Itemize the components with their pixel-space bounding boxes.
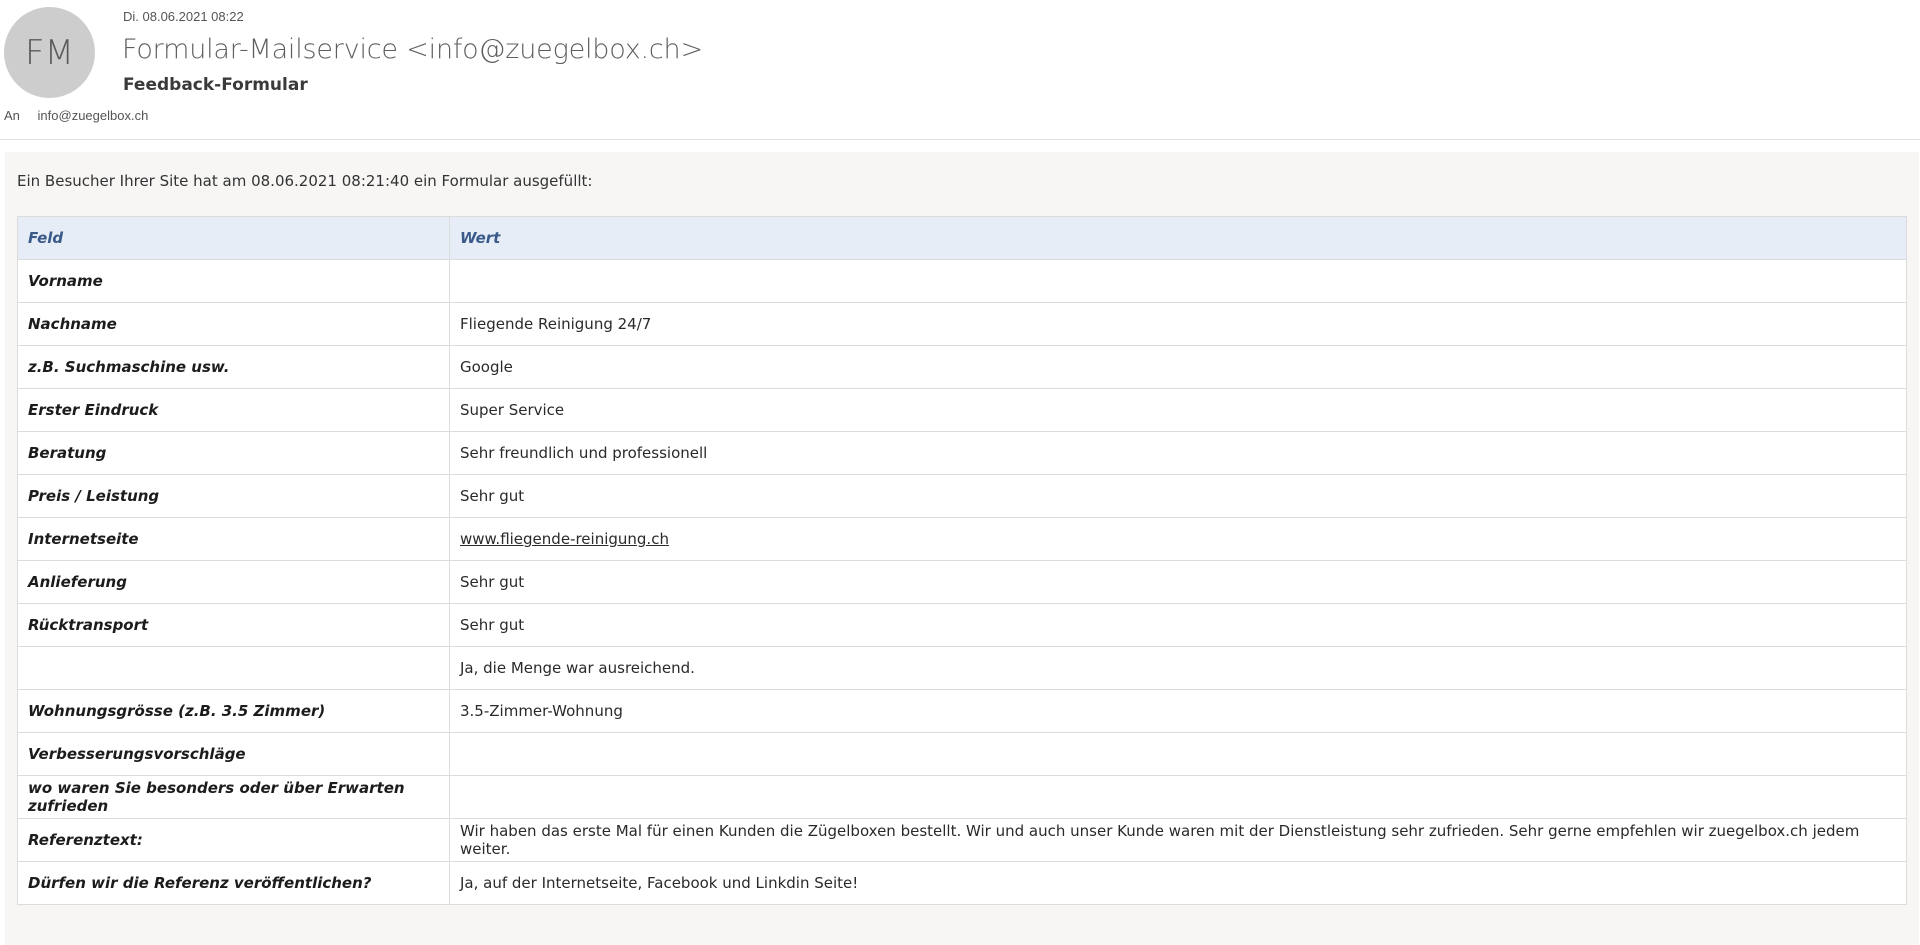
value-cell: Ja, die Menge war ausreichend. [450,647,1907,690]
field-cell: Nachname [18,303,450,346]
table-row [18,862,1907,905]
field-cell [18,647,450,690]
table-row [18,518,1907,561]
value-cell [450,518,1907,561]
table-row [18,303,1907,346]
value-cell [450,260,1907,303]
value-cell: Super Service [450,389,1907,432]
field-cell: Referenztext: [18,819,450,862]
value-cell: Sehr gut [450,561,1907,604]
field-cell: Wohnungsgrösse (z.B. 3.5 Zimmer) [18,690,450,733]
sender-avatar[interactable]: FM [4,7,95,98]
field-cell: wo waren Sie besonders oder über Erwarten zufrieden [18,776,450,819]
table-row [18,604,1907,647]
table-row [18,776,1907,819]
table-row [18,647,1907,690]
recipient-row [4,108,148,123]
table-row [18,819,1907,862]
table-row [18,690,1907,733]
table-row [18,260,1907,303]
field-cell: Verbesserungsvorschläge [18,733,450,776]
field-cell: Dürfen wir die Referenz veröffentlichen? [18,862,450,905]
column-header-value: Wert [450,217,1907,260]
table-row [18,346,1907,389]
field-cell: Preis / Leistung [18,475,450,518]
value-cell: Sehr gut [450,475,1907,518]
value-cell: Ja, auf der Internetseite, Facebook und Linkdin Seite! [450,862,1907,905]
website-link[interactable]: www.fliegende-reinigung.ch [460,530,669,548]
table-row [18,475,1907,518]
email-subject: Feedback-Formular [123,75,308,95]
value-cell: Fliegende Reinigung 24/7 [450,303,1907,346]
field-cell: z.B. Suchmaschine usw. [18,346,450,389]
email-sender[interactable]: Formular-Mailservice <info@zuegelbox.ch> [122,34,703,65]
value-cell: Google [450,346,1907,389]
value-cell [450,733,1907,776]
value-cell: Wir haben das erste Mal für einen Kunden die Zügelboxen bestellt. Wir und auch unser Kunde waren mit der Dienstleistung sehr zufrieden. Sehr gerne empfehlen wir zuegelbox.ch jedem weiter. [450,819,1907,862]
email-date: Di. 08.06.2021 08:22 [123,9,244,24]
field-cell: Anlieferung [18,561,450,604]
table-row [18,389,1907,432]
to-label: An [4,108,20,123]
table-row [18,561,1907,604]
recipient-address[interactable]: info@zuegelbox.ch [37,108,149,123]
value-cell: Sehr freundlich und professionell [450,432,1907,475]
table-row [18,733,1907,776]
field-cell: Erster Eindruck [18,389,450,432]
field-cell: Vorname [18,260,450,303]
table-header-row [18,217,1907,260]
value-cell: 3.5-Zimmer-Wohnung [450,690,1907,733]
value-cell [450,776,1907,819]
table-body [18,260,1907,905]
value-cell: Sehr gut [450,604,1907,647]
field-cell: Beratung [18,432,450,475]
column-header-field: Feld [18,217,450,260]
email-header [0,0,1920,140]
intro-text: Ein Besucher Ihrer Site hat am 08.06.2021 08:21:40 ein Formular ausgefüllt: [17,172,593,190]
field-cell: Rücktransport [18,604,450,647]
form-table [17,216,1907,905]
table-row [18,432,1907,475]
email-body [5,152,1919,945]
field-cell: Internetseite [18,518,450,561]
